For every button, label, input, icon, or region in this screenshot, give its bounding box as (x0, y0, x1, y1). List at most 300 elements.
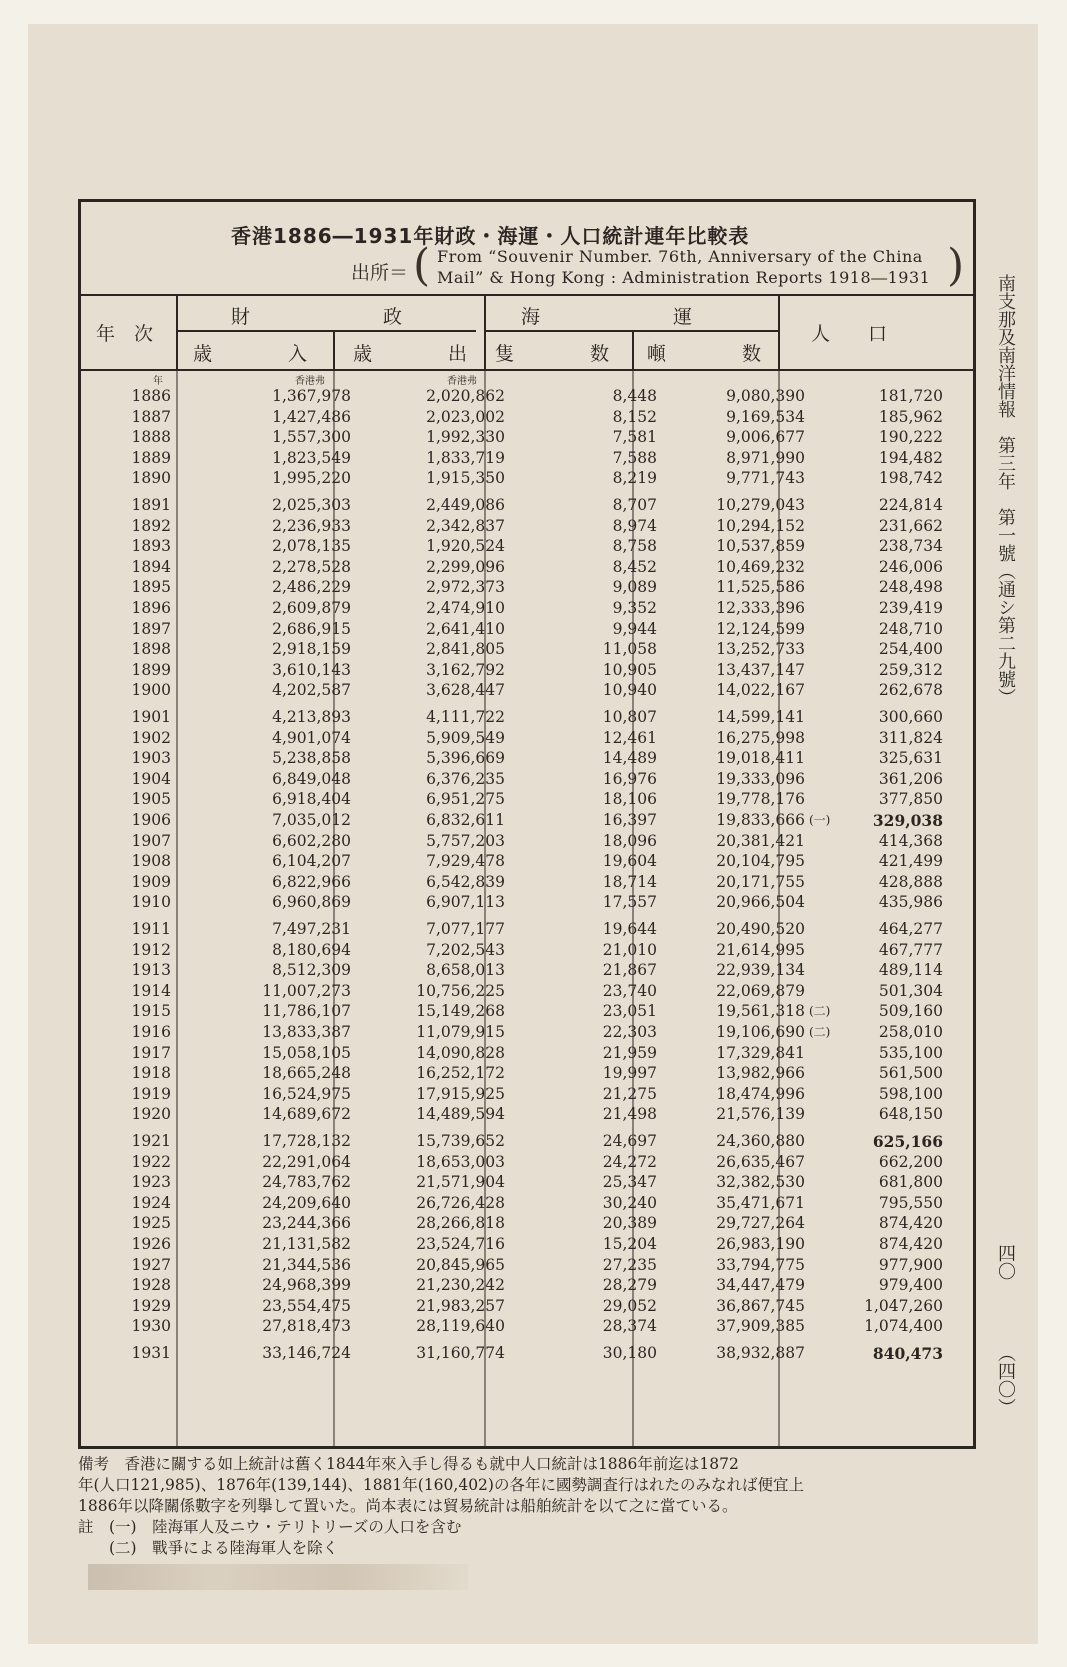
expenditure-cell: 21,230,242 (416, 1276, 505, 1295)
revenue-cell: 16,524,975 (262, 1084, 351, 1103)
ships-cell: 8,152 (612, 407, 657, 426)
revenue-cell: 2,025,303 (272, 496, 351, 514)
ships-cell: 10,940 (602, 681, 657, 700)
revenue-cell: 11,007,273 (262, 981, 351, 1000)
table-row (81, 681, 973, 702)
table-row (81, 661, 973, 682)
population-cell: 361,206 (878, 769, 943, 788)
year-cell: 1915 (131, 1002, 171, 1021)
population-cell: 194,482 (878, 448, 943, 467)
year-cell: 1897 (131, 619, 171, 638)
population-cell: 979,400 (878, 1276, 943, 1295)
revenue-cell: 7,497,231 (272, 920, 351, 938)
population-cell: 190,222 (878, 428, 943, 447)
tonnage-cell: 35,471,671 (716, 1193, 805, 1212)
header-shipping: 海 運 (521, 306, 693, 328)
tonnage-cell: 26,983,190 (716, 1235, 805, 1253)
year-cell: 1926 (131, 1235, 171, 1253)
tonnage-cell: 29,727,264 (716, 1214, 805, 1233)
population-cell: 467,777 (878, 940, 943, 959)
year-cell: 1921 (131, 1132, 171, 1150)
ships-cell: 8,707 (612, 496, 657, 514)
expenditure-cell: 18,653,003 (416, 1152, 505, 1171)
note-line: 年(人口121,985)、1876年(139,144)、1881年(160,402)の各年に國勢調査行はれたのみなれば便宜上 (78, 1476, 804, 1494)
population-cell: 329,038 (872, 811, 943, 830)
revenue-cell: 2,236,933 (272, 516, 351, 535)
revenue-cell: 11,786,107 (262, 1002, 351, 1021)
ships-cell: 25,347 (602, 1173, 657, 1192)
unit-revenue: 香港弗 (295, 376, 325, 387)
year-cell: 1895 (131, 578, 171, 597)
population-cell: 325,631 (878, 749, 943, 768)
revenue-cell: 23,554,475 (262, 1296, 351, 1315)
tonnage-cell: 34,447,479 (716, 1276, 805, 1295)
revenue-cell: 24,209,640 (262, 1193, 351, 1212)
year-cell: 1892 (131, 516, 171, 535)
ships-cell: 16,976 (602, 769, 657, 788)
revenue-cell: 6,602,280 (272, 831, 351, 850)
expenditure-cell: 26,726,428 (416, 1193, 505, 1212)
tonnage-cell: 19,106,690 (716, 1023, 805, 1041)
table-row (81, 1023, 973, 1044)
year-cell: 1896 (131, 599, 171, 617)
population-cell: 662,200 (878, 1152, 943, 1171)
table-row (81, 1344, 973, 1365)
ships-cell: 15,204 (602, 1235, 657, 1253)
tonnage-cell: 11,525,586 (716, 578, 805, 597)
population-cell: 509,160 (878, 1002, 943, 1021)
tonnage-cell: 19,333,096 (716, 769, 805, 788)
table-row (81, 449, 973, 470)
ships-cell: 9,944 (612, 619, 657, 638)
year-cell: 1914 (131, 981, 171, 1000)
expenditure-cell: 2,474,910 (426, 599, 505, 617)
year-cell: 1924 (131, 1193, 171, 1212)
ships-cell: 11,058 (602, 640, 657, 659)
tonnage-cell: 20,966,504 (716, 893, 805, 912)
tonnage-cell: 33,794,775 (716, 1255, 805, 1274)
notes (78, 1454, 978, 1559)
revenue-cell: 2,078,135 (272, 537, 351, 556)
tonnage-cell: 18,474,996 (716, 1084, 805, 1103)
population-cell: 262,678 (878, 681, 943, 700)
tonnage-cell: 10,279,043 (716, 496, 805, 514)
ships-cell: 21,867 (602, 961, 657, 980)
ships-cell: 8,452 (612, 557, 657, 576)
note-line: 1886年以降關係數字を列擧して置いた。尚本表には貿易統計は船舶統計を以て之に當ている。 (78, 1497, 738, 1515)
year-cell: 1905 (131, 790, 171, 809)
ships-cell: 18,106 (602, 790, 657, 809)
ships-cell: 27,235 (602, 1255, 657, 1274)
tonnage-cell: 24,360,880 (716, 1132, 805, 1150)
ships-cell: 19,644 (602, 920, 657, 938)
ships-cell: 8,219 (612, 469, 657, 488)
table-row (81, 708, 973, 729)
tonnage-cell: 17,329,841 (716, 1043, 805, 1062)
expenditure-cell: 2,342,837 (426, 516, 505, 535)
source-line-1: From “Souvenir Number. 76th, Anniversary of the China (437, 247, 923, 266)
table-row (81, 770, 973, 791)
revenue-cell: 15,058,105 (262, 1043, 351, 1062)
ships-cell: 9,352 (612, 599, 657, 617)
expenditure-cell: 2,841,805 (426, 640, 505, 659)
revenue-cell: 1,823,549 (272, 448, 351, 467)
ships-cell: 12,461 (602, 728, 657, 747)
expenditure-cell: 20,845,965 (416, 1255, 505, 1274)
table-header (81, 294, 973, 371)
tonnage-cell: 10,469,232 (716, 557, 805, 576)
revenue-cell: 4,213,893 (272, 708, 351, 726)
population-cell: 238,734 (878, 537, 943, 556)
source-label: 出所＝ (351, 262, 409, 284)
table-row (81, 749, 973, 770)
table-row (81, 496, 973, 517)
population-cell: 977,900 (878, 1255, 943, 1274)
year-cell: 1886 (131, 387, 171, 405)
header-ships: 隻 数 (495, 343, 610, 365)
year-cell: 1930 (131, 1317, 171, 1336)
year-cell: 1916 (131, 1023, 171, 1041)
ships-cell: 22,303 (602, 1023, 657, 1041)
year-cell: 1919 (131, 1084, 171, 1103)
expenditure-cell: 4,111,722 (426, 708, 505, 726)
note-marker: (二) (809, 1025, 831, 1039)
expenditure-cell: 2,023,002 (426, 407, 505, 426)
ships-cell: 10,905 (602, 660, 657, 679)
tonnage-cell: 12,124,599 (716, 619, 805, 638)
expenditure-cell: 31,160,774 (416, 1344, 505, 1362)
ships-cell: 30,240 (602, 1193, 657, 1212)
expenditure-cell: 6,907,113 (426, 893, 505, 912)
tonnage-cell: 9,169,534 (726, 407, 805, 426)
population-cell: 681,800 (878, 1173, 943, 1192)
year-cell: 1898 (131, 640, 171, 659)
header-finance: 財 政 (231, 306, 403, 328)
year-cell: 1920 (131, 1105, 171, 1124)
table-row (81, 599, 973, 620)
note-line: 註 (一) 陸海軍人及ニウ・テリトリーズの人口を含む (78, 1518, 462, 1536)
tonnage-cell: 21,576,139 (716, 1105, 805, 1124)
revenue-cell: 24,968,399 (262, 1276, 351, 1295)
expenditure-cell: 1,915,350 (426, 469, 505, 488)
revenue-cell: 7,035,012 (272, 811, 351, 829)
table-row (81, 873, 973, 894)
ships-cell: 21,275 (602, 1084, 657, 1103)
population-cell: 561,500 (878, 1064, 943, 1083)
tonnage-cell: 13,437,147 (716, 660, 805, 679)
year-cell: 1918 (131, 1064, 171, 1083)
population-cell: 648,150 (878, 1105, 943, 1124)
year-cell: 1931 (131, 1344, 171, 1362)
revenue-cell: 27,818,473 (262, 1317, 351, 1336)
revenue-cell: 1,557,300 (272, 428, 351, 447)
year-cell: 1925 (131, 1214, 171, 1233)
population-cell: 464,277 (878, 920, 943, 938)
tonnage-cell: 13,982,966 (716, 1064, 805, 1083)
tonnage-cell: 20,104,795 (716, 852, 805, 871)
journal-running-head: 南支那及南洋情報 第三年 第一號（通シ第二九號） (995, 274, 1016, 706)
tonnage-cell: 14,022,167 (716, 681, 805, 700)
revenue-cell: 2,686,915 (272, 619, 351, 638)
table-title: 香港1886―1931年財政・海運・人口統計連年比較表 (231, 224, 750, 248)
ships-cell: 16,397 (602, 811, 657, 829)
year-cell: 1894 (131, 557, 171, 576)
table-row (81, 729, 973, 750)
revenue-cell: 6,104,207 (272, 852, 351, 871)
year-cell: 1908 (131, 852, 171, 871)
ships-cell: 28,374 (602, 1317, 657, 1336)
revenue-cell: 2,486,229 (272, 578, 351, 597)
table-row (81, 1235, 973, 1256)
table-row (81, 1297, 973, 1318)
header-year: 年 次 (96, 323, 154, 345)
year-cell: 1900 (131, 681, 171, 700)
tonnage-cell: 8,971,990 (726, 448, 805, 467)
table-row (81, 893, 973, 914)
paper-stain (88, 1564, 468, 1590)
ships-cell: 28,279 (602, 1276, 657, 1295)
expenditure-cell: 21,983,257 (416, 1296, 505, 1315)
expenditure-cell: 2,299,096 (426, 557, 505, 576)
divider (176, 330, 476, 332)
year-cell: 1891 (131, 496, 171, 514)
expenditure-cell: 6,376,235 (426, 769, 505, 788)
ships-cell: 21,959 (602, 1043, 657, 1062)
ships-cell: 29,052 (602, 1296, 657, 1315)
population-cell: 598,100 (878, 1084, 943, 1103)
table-row (81, 1317, 973, 1338)
tonnage-cell: 19,018,411 (716, 749, 805, 768)
ships-cell: 21,010 (602, 940, 657, 959)
population-cell: 489,114 (878, 961, 943, 980)
expenditure-cell: 11,079,915 (416, 1023, 505, 1041)
expenditure-cell: 7,202,543 (426, 940, 505, 959)
expenditure-cell: 2,449,086 (426, 496, 505, 514)
table-row (81, 387, 973, 408)
table-row (81, 578, 973, 599)
population-cell: 377,850 (878, 790, 943, 809)
tonnage-cell: 10,294,152 (716, 516, 805, 535)
population-cell: 300,660 (878, 708, 943, 726)
year-cell: 1923 (131, 1173, 171, 1192)
table-row (81, 517, 973, 538)
expenditure-cell: 7,929,478 (426, 852, 505, 871)
population-cell: 258,010 (878, 1023, 943, 1041)
table-row (81, 620, 973, 641)
title-block (81, 202, 973, 296)
revenue-cell: 4,202,587 (272, 681, 351, 700)
tonnage-cell: 16,275,998 (716, 728, 805, 747)
table-row (81, 1173, 973, 1194)
revenue-cell: 33,146,724 (262, 1344, 351, 1362)
ships-cell: 17,557 (602, 893, 657, 912)
revenue-cell: 22,291,064 (262, 1152, 351, 1171)
page (28, 24, 1038, 1644)
population-cell: 231,662 (878, 516, 943, 535)
ships-cell: 9,089 (612, 578, 657, 597)
revenue-cell: 6,918,404 (272, 790, 351, 809)
table-row (81, 1064, 973, 1085)
tonnage-cell: 32,382,530 (716, 1173, 805, 1192)
table-row (81, 1194, 973, 1215)
table-row (81, 1085, 973, 1106)
note-line: 備考 香港に關する如上統計は舊く1844年來入手し得るも就中人口統計は1886年前迄は1872 (78, 1455, 739, 1473)
revenue-cell: 21,344,536 (262, 1255, 351, 1274)
revenue-cell: 8,180,694 (272, 940, 351, 959)
expenditure-cell: 6,542,839 (426, 872, 505, 891)
revenue-cell: 2,918,159 (272, 640, 351, 659)
population-cell: 224,814 (878, 496, 943, 514)
ships-cell: 24,697 (602, 1132, 657, 1150)
source-brace-right: ) (947, 240, 965, 291)
tonnage-cell: 36,867,745 (716, 1296, 805, 1315)
revenue-cell: 3,610,143 (272, 660, 351, 679)
ships-cell: 7,581 (612, 428, 657, 447)
year-cell: 1902 (131, 728, 171, 747)
revenue-cell: 21,131,582 (262, 1235, 351, 1253)
year-cell: 1907 (131, 831, 171, 850)
table-row (81, 469, 973, 490)
tonnage-cell: 20,381,421 (716, 831, 805, 850)
tonnage-cell: 22,069,879 (716, 981, 805, 1000)
year-cell: 1903 (131, 749, 171, 768)
expenditure-cell: 21,571,904 (416, 1173, 505, 1192)
year-cell: 1888 (131, 428, 171, 447)
tonnage-cell: 19,778,176 (716, 790, 805, 809)
tonnage-cell: 21,614,995 (716, 940, 805, 959)
population-cell: 1,047,260 (864, 1296, 943, 1315)
ships-cell: 8,974 (612, 516, 657, 535)
year-cell: 1927 (131, 1255, 171, 1274)
source-brace-left: ( (413, 240, 431, 291)
population-cell: 874,420 (878, 1235, 943, 1253)
revenue-cell: 6,822,966 (272, 872, 351, 891)
tonnage-cell: 22,939,134 (716, 961, 805, 980)
header-expenditure: 歳 出 (353, 343, 468, 365)
tonnage-cell: 9,771,743 (726, 469, 805, 488)
population-cell: 311,824 (878, 728, 943, 747)
population-cell: 795,550 (878, 1193, 943, 1212)
source-line-2: Mail” & Hong Kong : Administration Reports 1918―1931 (437, 268, 931, 287)
ships-cell: 19,997 (602, 1064, 657, 1083)
ships-cell: 14,489 (602, 749, 657, 768)
ships-cell: 8,758 (612, 537, 657, 556)
table-row (81, 961, 973, 982)
expenditure-cell: 6,832,611 (426, 811, 505, 829)
table-row (81, 982, 973, 1003)
table-row (81, 1002, 973, 1023)
note-marker: (二) (809, 1004, 831, 1019)
revenue-cell: 5,238,858 (272, 749, 351, 768)
population-cell: 246,006 (878, 557, 943, 576)
ships-cell: 30,180 (602, 1344, 657, 1362)
table-row (81, 1256, 973, 1277)
year-cell: 1929 (131, 1296, 171, 1315)
expenditure-cell: 14,090,828 (416, 1043, 505, 1062)
expenditure-cell: 2,972,373 (426, 578, 505, 597)
tonnage-cell: 37,909,385 (716, 1317, 805, 1336)
expenditure-cell: 2,641,410 (426, 619, 505, 638)
population-cell: 254,400 (878, 640, 943, 659)
table-row (81, 832, 973, 853)
divider (632, 330, 634, 369)
revenue-cell: 1,367,978 (272, 387, 351, 405)
year-cell: 1928 (131, 1276, 171, 1295)
note-marker: (一) (809, 813, 831, 827)
year-cell: 1910 (131, 893, 171, 912)
population-cell: 501,304 (878, 981, 943, 1000)
population-cell: 421,499 (878, 852, 943, 871)
revenue-cell: 2,278,528 (272, 557, 351, 576)
population-cell: 428,888 (878, 872, 943, 891)
year-cell: 1893 (131, 537, 171, 556)
population-cell: 248,710 (878, 619, 943, 638)
revenue-cell: 24,783,762 (262, 1173, 351, 1192)
tonnage-cell: 26,635,467 (716, 1152, 805, 1171)
tonnage-cell: 19,561,318 (716, 1002, 805, 1021)
ships-cell: 23,051 (602, 1002, 657, 1021)
tonnage-cell: 10,537,859 (716, 537, 805, 556)
expenditure-cell: 1,992,330 (426, 428, 505, 447)
ships-cell: 8,448 (612, 387, 657, 405)
tonnage-cell: 13,252,733 (716, 640, 805, 659)
revenue-cell: 17,728,132 (262, 1132, 351, 1150)
year-cell: 1899 (131, 660, 171, 679)
table-row (81, 1276, 973, 1297)
population-cell: 535,100 (878, 1043, 943, 1062)
population-cell: 185,962 (878, 407, 943, 426)
tonnage-cell: 20,490,520 (716, 920, 805, 938)
population-cell: 435,986 (878, 893, 943, 912)
tonnage-cell: 12,333,396 (716, 599, 805, 617)
year-cell: 1889 (131, 448, 171, 467)
expenditure-cell: 1,833,719 (426, 448, 505, 467)
expenditure-cell: 5,757,203 (426, 831, 505, 850)
table-row (81, 1044, 973, 1065)
ships-cell: 18,714 (602, 872, 657, 891)
tonnage-cell: 14,599,141 (716, 708, 805, 726)
table-row (81, 640, 973, 661)
revenue-cell: 6,849,048 (272, 769, 351, 788)
divider (333, 330, 335, 369)
revenue-cell: 4,901,074 (272, 728, 351, 747)
header-revenue: 歳 入 (193, 343, 308, 365)
table-row (81, 941, 973, 962)
ships-cell: 19,604 (602, 852, 657, 871)
population-cell: 1,074,400 (864, 1317, 943, 1336)
year-cell: 1911 (131, 920, 171, 938)
ships-cell: 20,389 (602, 1214, 657, 1233)
revenue-cell: 2,609,879 (272, 599, 351, 617)
table-row (81, 811, 973, 832)
page-number-paren: （四〇） (995, 1344, 1016, 1416)
expenditure-cell: 2,020,862 (426, 387, 505, 405)
population-cell: 259,312 (878, 660, 943, 679)
year-cell: 1901 (131, 708, 171, 726)
expenditure-cell: 1,920,524 (426, 537, 505, 556)
population-cell: 625,166 (872, 1132, 943, 1151)
year-cell: 1909 (131, 872, 171, 891)
population-cell: 874,420 (878, 1214, 943, 1233)
table-row (81, 428, 973, 449)
tonnage-cell: 20,171,755 (716, 872, 805, 891)
header-tonnage: 噸 数 (647, 343, 762, 365)
expenditure-cell: 6,951,275 (426, 790, 505, 809)
revenue-cell: 1,995,220 (272, 469, 351, 488)
year-cell: 1912 (131, 940, 171, 959)
table-row (81, 558, 973, 579)
revenue-cell: 18,665,248 (262, 1064, 351, 1083)
